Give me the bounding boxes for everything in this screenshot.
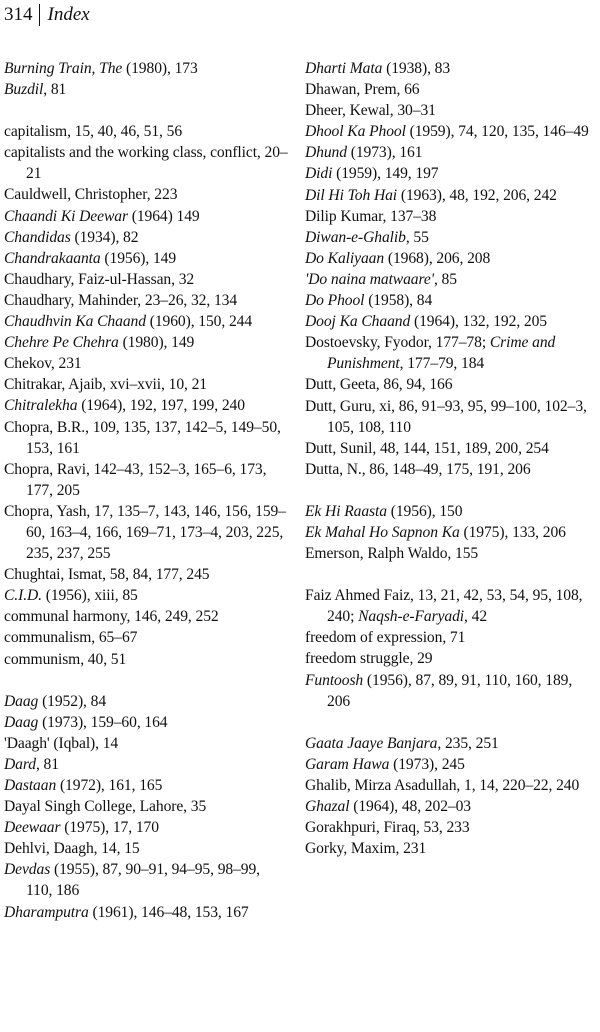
index-entry [305, 522, 597, 543]
header-divider [39, 4, 40, 26]
index-entry-head: Cauldwell, Christopher, 223 [4, 186, 178, 204]
index-entry [4, 58, 288, 79]
index-entry [4, 353, 288, 374]
index-entry-head: Chopra, B.R., 109, 135, 137, 142–5, 149–50, 153, 161 [4, 418, 281, 457]
index-entry [305, 396, 597, 438]
header-title: Index [47, 4, 90, 25]
index-entry-head: Do Kaliyaan [305, 249, 385, 267]
index-entry-head: Gorky, Maxim, 231 [305, 840, 427, 858]
index-entry-head: 'Daagh' (Iqbal), 14 [4, 734, 119, 752]
index-entry-head: Dilip Kumar, 137–38 [305, 207, 437, 225]
index-entry-refs: , 235, 251 [437, 734, 499, 752]
index-entry-head: communalism, 65–67 [4, 629, 138, 647]
index-entry-head: 'Do naina matwaare' [305, 270, 434, 288]
index-entry [305, 817, 597, 838]
index-entry [4, 817, 288, 838]
index-entry [4, 417, 288, 459]
index-entry [305, 185, 597, 206]
index-entry-refs: Crime and Punishment [327, 334, 556, 373]
index-entry-head: Ghazal [305, 798, 350, 815]
index-entry-refs: , 81 [43, 81, 67, 99]
index-entry-head: Buzdil [4, 81, 44, 99]
index-entry [4, 142, 288, 184]
index-entry-head: Ek Mahal Ho Sapnon Ka [305, 523, 460, 541]
index-entry-refs: (1964) 149 [127, 207, 200, 225]
index-entry [305, 438, 597, 459]
index-entry [305, 269, 597, 290]
index-entry-refs: (1961), 146–48, 153, 167 [88, 903, 249, 921]
index-entry [4, 754, 288, 775]
index-entry [305, 585, 597, 627]
index-entry [305, 775, 597, 796]
index-entry-head: Diwan-e-Ghalib [305, 228, 406, 246]
index-entry-head: Chopra, Yash, 17, 135–7, 143, 146, 156, 159–60, 163–4, 166, 169–71, 173–4, 203, 225, 235, 237, 255 [4, 502, 286, 563]
index-entry [305, 163, 597, 184]
index-entry-refs: (1980), 173 [122, 60, 198, 77]
index-entry [4, 374, 288, 395]
index-entry-head: Dutt, Geeta, 86, 94, 166 [305, 376, 453, 394]
index-entry-head: Dharti Mata [305, 60, 383, 77]
index-entry [4, 796, 288, 817]
index-entry-head: Chitrakar, Ajaib, xvi–xvii, 10, 21 [4, 376, 208, 394]
index-entry [4, 311, 288, 332]
index-entry-head: Dutta, N., 86, 148–49, 175, 191, 206 [305, 460, 531, 478]
index-entry [305, 79, 597, 100]
index-entry-head: Gorakhpuri, Firaq, 53, 233 [305, 819, 470, 837]
index-entry-head: Dutt, Guru, xi, 86, 91–93, 95, 99–100, 102–3, 105, 108, 110 [305, 397, 587, 436]
index-entry [305, 459, 597, 480]
index-entry-head: freedom struggle, 29 [305, 650, 433, 668]
index-entry [4, 290, 288, 311]
index-entry-head: Faiz Ahmed Faiz, 13, 21, 42, 53, 54, 95, 108, 240; [305, 587, 583, 626]
index-entry-refs: (1959), 149, 197 [332, 165, 439, 183]
index-entry-tail: , 177–79, 184 [399, 355, 485, 373]
index-entry-head: capitalism, 15, 40, 46, 51, 56 [4, 123, 183, 141]
index-entry-head: Chughtai, Ismat, 58, 84, 177, 245 [4, 566, 210, 584]
index-entry-refs: (1975), 133, 206 [459, 523, 566, 541]
index-entry [305, 501, 597, 522]
index-entry [305, 206, 597, 227]
index-entry [4, 775, 288, 796]
index-entry [4, 332, 288, 353]
index-entry-refs: (1968), 206, 208 [384, 249, 491, 267]
index-entry-head: communal harmony, 146, 249, 252 [4, 608, 219, 626]
index-entry-head: Dayal Singh College, Lahore, 35 [4, 798, 207, 816]
index-entry-refs: (1960), 150, 244 [145, 313, 253, 331]
index-entry-head: capitalists and the working class, conflict, 20–21 [4, 144, 288, 183]
index-entry-head: Gaata Jaaye Banjara [305, 734, 438, 752]
index-entry-head: Garam Hawa [305, 755, 390, 773]
index-entry [305, 311, 597, 332]
index-entry [305, 754, 597, 775]
index-entry-refs: (1938), 83 [382, 60, 451, 77]
index-entry [305, 100, 597, 121]
index-entry-refs: (1956), 87, 89, 91, 110, 160, 189, 206 [327, 671, 573, 710]
index-entry-refs: (1973), 245 [389, 755, 465, 773]
index-entry-head: Dheer, Kewal, 30–31 [305, 102, 436, 120]
index-entry [4, 79, 288, 100]
index-entry-head: Daag [4, 713, 39, 731]
index-entry-head: Devdas [4, 861, 51, 879]
index-entry-head: Chekov, 231 [4, 355, 82, 373]
index-entry [305, 58, 597, 79]
index-entry-head: Chopra, Ravi, 142–43, 152–3, 165–6, 173, 177, 205 [4, 460, 267, 499]
index-entry-refs: (1964), 192, 197, 199, 240 [77, 397, 245, 415]
index-entry-head: Deewaar [4, 819, 61, 837]
index-entry [305, 543, 597, 564]
index-entry-refs: , 55 [405, 228, 429, 246]
index-entry-head: freedom of expression, 71 [305, 629, 466, 647]
index-entry [4, 459, 288, 501]
index-entry-head: Chaandi Ki Deewar [4, 207, 128, 225]
index-entry [4, 248, 288, 269]
index-entry-refs: , 81 [35, 755, 59, 773]
index-entry-head: C.I.D. [4, 587, 42, 605]
page-number: 314 [4, 4, 33, 25]
index-column-left [4, 58, 288, 923]
index-entry-head: Funtoosh [305, 671, 364, 689]
index-entry-head: Ghalib, Mirza Asadullah, 1, 14, 220–22, 240 [305, 776, 580, 794]
index-entry [4, 184, 288, 205]
index-entry-head: Dhool Ka Phool [305, 123, 406, 141]
index-entry-refs: (1973), 161 [346, 144, 423, 162]
index-entry-head: Chandidas [4, 228, 71, 246]
index-entry-head: Dhawan, Prem, 66 [305, 81, 420, 99]
index-entry-refs: (1980), 149 [118, 334, 195, 352]
index-entry [4, 627, 288, 648]
index-entry [4, 501, 288, 564]
index-entry-head: Do Phool [305, 292, 365, 310]
index-entry-refs: (1958), 84 [364, 292, 433, 310]
index-entry-head: Chaudhary, Faiz-ul-Hassan, 32 [4, 270, 195, 288]
index-entry [305, 227, 597, 248]
index-entry [4, 712, 288, 733]
index-entry-head: Dastaan [4, 777, 57, 794]
index-entry [4, 838, 288, 859]
index-entry-refs: (1959), 74, 120, 135, 146–49 [405, 123, 589, 141]
index-entry [305, 838, 597, 859]
index-entry [4, 206, 288, 227]
index-entry-head: Dhund [305, 144, 347, 162]
index-entry-head: Dard [4, 755, 36, 773]
index-entry-refs: Naqsh-e-Faryadi [358, 608, 465, 626]
index-entry [4, 606, 288, 627]
index-entry-refs: (1934), 82 [70, 228, 139, 246]
index-entry [305, 248, 597, 269]
index-entry [305, 290, 597, 311]
index-entry [4, 395, 288, 416]
index-entry-head: Burning Train, The [4, 60, 123, 77]
index-entry [305, 374, 597, 395]
index-entry-head: Daag [4, 692, 39, 710]
index-entry-refs: (1964), 48, 202–03 [349, 798, 471, 815]
index-entry-head: communism, 40, 51 [4, 650, 127, 668]
index-column-right [305, 58, 597, 859]
index-entry-head: Dehlvi, Daagh, 14, 15 [4, 840, 140, 858]
index-entry-head: Chitralekha [4, 397, 78, 415]
index-entry [305, 796, 597, 817]
index-entry [4, 269, 288, 290]
index-entry [4, 859, 288, 901]
index-entry [4, 733, 288, 754]
index-entry-head: Ek Hi Raasta [305, 502, 387, 520]
index-entry-head: Chaudhary, Mahinder, 23–26, 32, 134 [4, 291, 238, 309]
index-entry-head: Chandrakaanta [4, 249, 101, 267]
index-entry-refs: (1972), 161, 165 [56, 777, 163, 794]
index-entry [4, 691, 288, 712]
index-entry [4, 649, 288, 670]
index-entry-head: Dutt, Sunil, 48, 144, 151, 189, 200, 254 [305, 439, 549, 457]
index-entry [305, 332, 597, 374]
index-entry [305, 142, 597, 163]
index-entry [4, 564, 288, 585]
index-entry [305, 733, 597, 754]
index-entry [305, 627, 597, 648]
index-entry-refs: (1956), 150 [386, 502, 463, 520]
index-entry-refs: (1955), 87, 90–91, 94–95, 98–99, 110, 186 [26, 861, 260, 900]
index-entry-tail: , 42 [464, 608, 488, 626]
index-entry-head: Emerson, Ralph Waldo, 155 [305, 545, 479, 563]
index-entry [4, 585, 288, 606]
index-entry [305, 648, 597, 669]
index-entry-refs: , 85 [433, 270, 457, 288]
index-entry-refs: (1975), 17, 170 [60, 819, 159, 837]
index-entry-refs: (1956), 149 [100, 249, 177, 267]
index-entry [4, 902, 288, 923]
index-entry-refs: (1964), 132, 192, 205 [410, 313, 548, 331]
index-entry-head: Dostoevsky, Fyodor, 177–78; [305, 334, 490, 352]
index-entry-refs: (1956), xiii, 85 [41, 587, 138, 605]
index-entry-refs: (1973), 159–60, 164 [38, 713, 168, 731]
index-entry-head: Didi [305, 165, 333, 183]
index-entry [305, 121, 597, 142]
index-entry-head: Chehre Pe Chehra [4, 334, 119, 352]
index-entry-head: Chaudhvin Ka Chaand [4, 313, 146, 331]
index-entry-refs: (1952), 84 [38, 692, 107, 710]
page-header [4, 2, 90, 28]
index-entry [4, 227, 288, 248]
index-entry-head: Dharamputra [4, 903, 89, 921]
index-entry-head: Dil Hi Toh Hai [305, 186, 398, 204]
index-entry [4, 121, 288, 142]
index-entry-refs: (1963), 48, 192, 206, 242 [397, 186, 557, 204]
index-entry-head: Dooj Ka Chaand [305, 313, 411, 331]
index-entry [305, 670, 597, 712]
